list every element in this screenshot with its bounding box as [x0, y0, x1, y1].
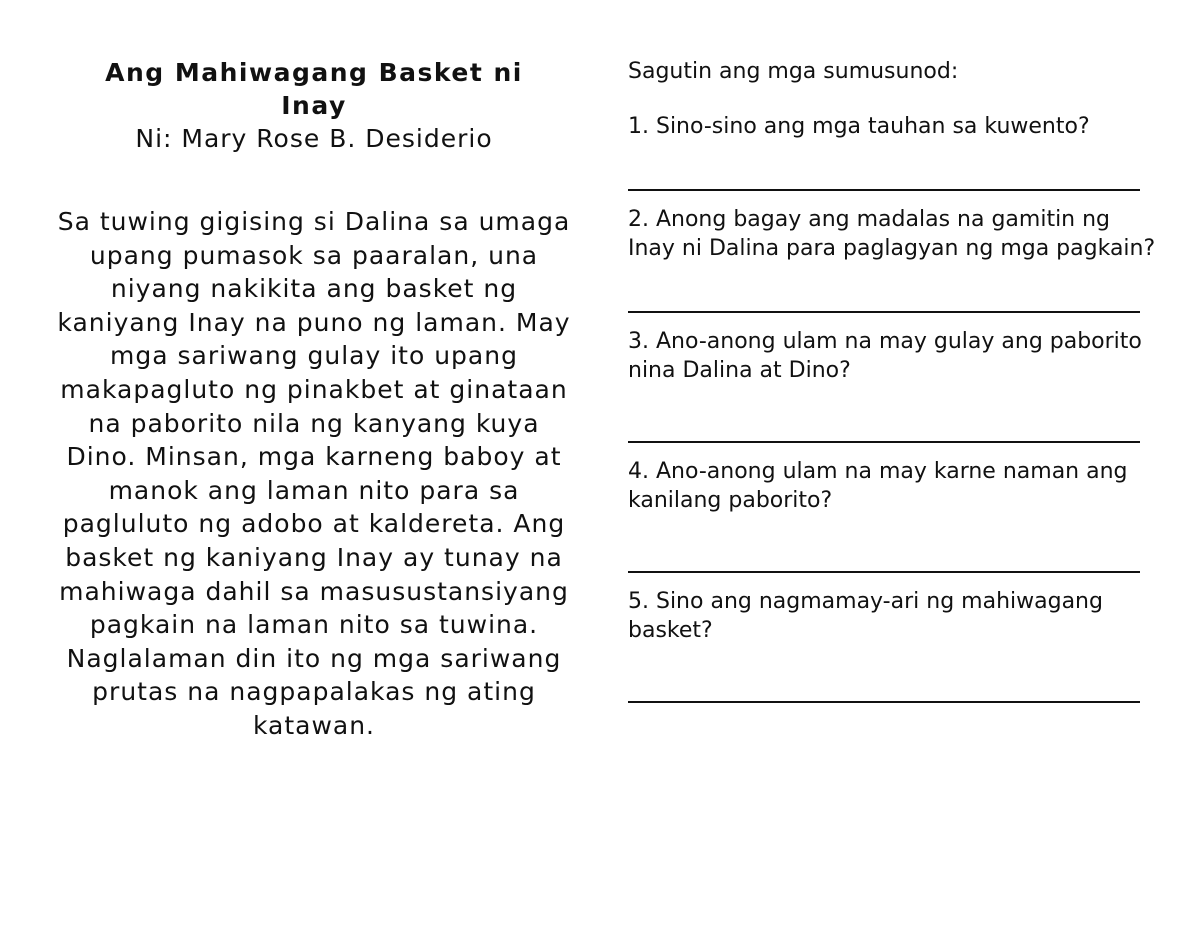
answer-line-1[interactable] [628, 189, 1140, 191]
question-5: 5. Sino ang nagmamay-ari ng mahiwagang basket? [628, 589, 1103, 643]
questions-column [628, 57, 1158, 717]
question-1: 1. Sino-sino ang mga tauhan sa kuwento? [628, 114, 1090, 139]
instructions: Sagutin ang mga sumusunod: [628, 59, 959, 84]
answer-line-5[interactable] [628, 701, 1140, 703]
story-title: Ang Mahiwagang Basket ni Inay [105, 58, 523, 120]
question-4: 4. Ano-anong ulam na may karne naman ang kanilang paborito? [628, 459, 1128, 513]
question-3: 3. Ano-anong ulam na may gulay ang paborito nina Dalina at Dino? [628, 329, 1142, 383]
story-author: Ni: Mary Rose B. Desiderio [135, 124, 493, 153]
question-2: 2. Anong bagay ang madalas na gamitin ng Inay ni Dalina para paglagyan ng mga pagkain? [628, 207, 1156, 261]
answer-line-2[interactable] [628, 311, 1140, 313]
story-body: Sa tuwing gigising si Dalina sa umaga upang pumasok sa paaralan, una niyang nakikita ang basket ng kaniyang Inay na puno ng laman. May mga sariwang gulay ito upang makapagluto ng pinakbet at ginataan na paborito nila ng kanyang kuya Dino. Minsan, mga karneng baboy at manok ang laman nito para sa pagluluto ng adobo at kaldereta. Ang basket ng kaniyang Inay ay tunay na mahiwaga dahil sa masusustansiyang pagkain na laman nito sa tuwina. Naglalaman din ito ng mga sariwang prutas na nagpapalakas ng ating katawan. [57, 207, 571, 740]
answer-line-4[interactable] [628, 571, 1140, 573]
answer-line-3[interactable] [628, 441, 1140, 443]
story-column [48, 56, 580, 743]
